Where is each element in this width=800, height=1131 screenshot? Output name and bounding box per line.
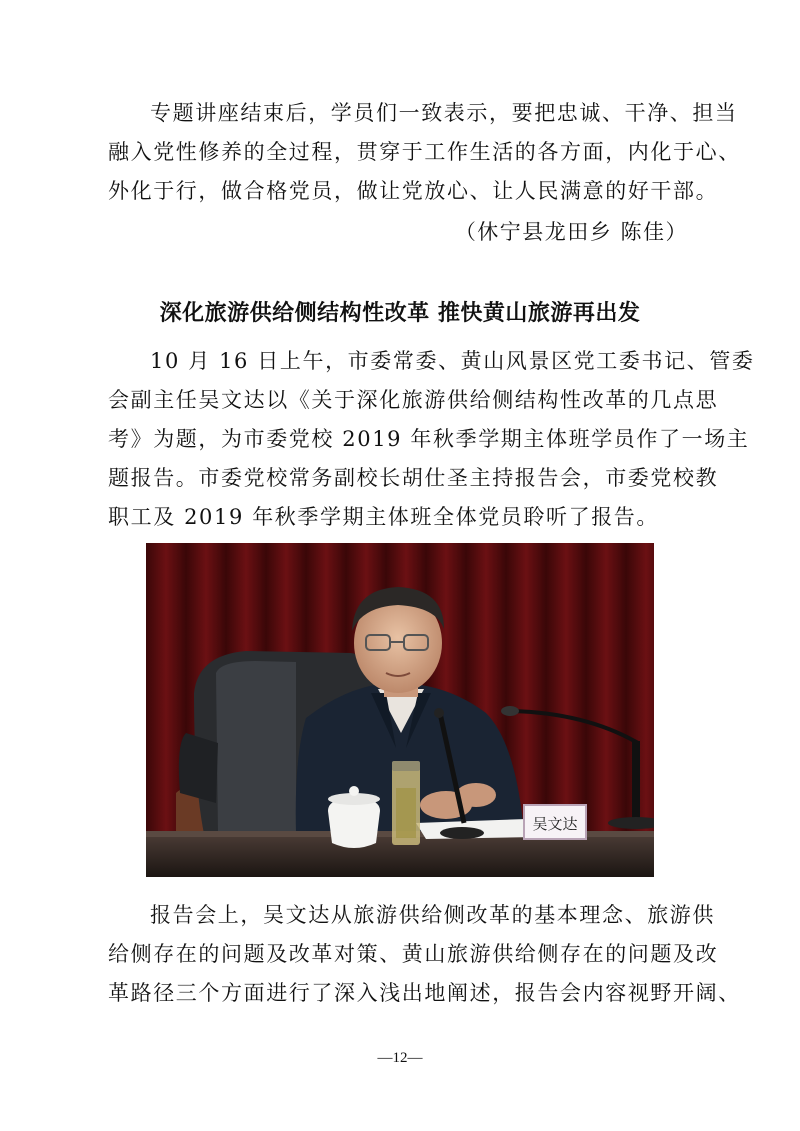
paragraph-line: 考》为题，为市委党校 2019 年秋季学期主体班学员作了一场主 (108, 427, 750, 451)
paragraph-line: 融入党性修养的全过程，贯穿于工作生活的各方面，内化于心、 (108, 140, 741, 164)
nameplate-text: 吴文达 (532, 815, 578, 833)
paragraph-line: 报告会上，吴文达从旅游供给侧改革的基本理念、旅游供 (150, 903, 715, 927)
byline: （休宁县龙田乡 陈佳） (454, 220, 688, 244)
intro-paragraph (108, 342, 755, 537)
paragraph-line: 专题讲座结束后，学员们一致表示，要把忠诚、干净、担当 (150, 101, 738, 125)
paragraph-line: 10 月 16 日上午，市委常委、黄山风景区党工委书记、管委 (150, 349, 755, 373)
paragraph-line: 题报告。市委党校常务副校长胡仕圣主持报告会，市委党校教 (108, 466, 719, 490)
page-number: —12— (377, 1050, 423, 1066)
paragraph-line: 革路径三个方面进行了深入浅出地阐述，报告会内容视野开阔、 (108, 981, 741, 1005)
top-paragraph (108, 94, 741, 211)
paragraph-line: 外化于行，做合格党员，做让党放心、让人民满意的好干部。 (108, 179, 719, 203)
article-title: 深化旅游供给侧结构性改革 推快黄山旅游再出发 (159, 301, 641, 326)
speaker-photo (146, 543, 654, 877)
body-paragraph (108, 896, 741, 1013)
paragraph-line: 给侧存在的问题及改革对策、黄山旅游供给侧存在的问题及改 (108, 942, 719, 966)
paragraph-line: 会副主任吴文达以《关于深化旅游供给侧结构性改革的几点思 (108, 388, 719, 412)
paragraph-line: 职工及 2019 年秋季学期主体班全体党员聆听了报告。 (108, 505, 659, 529)
